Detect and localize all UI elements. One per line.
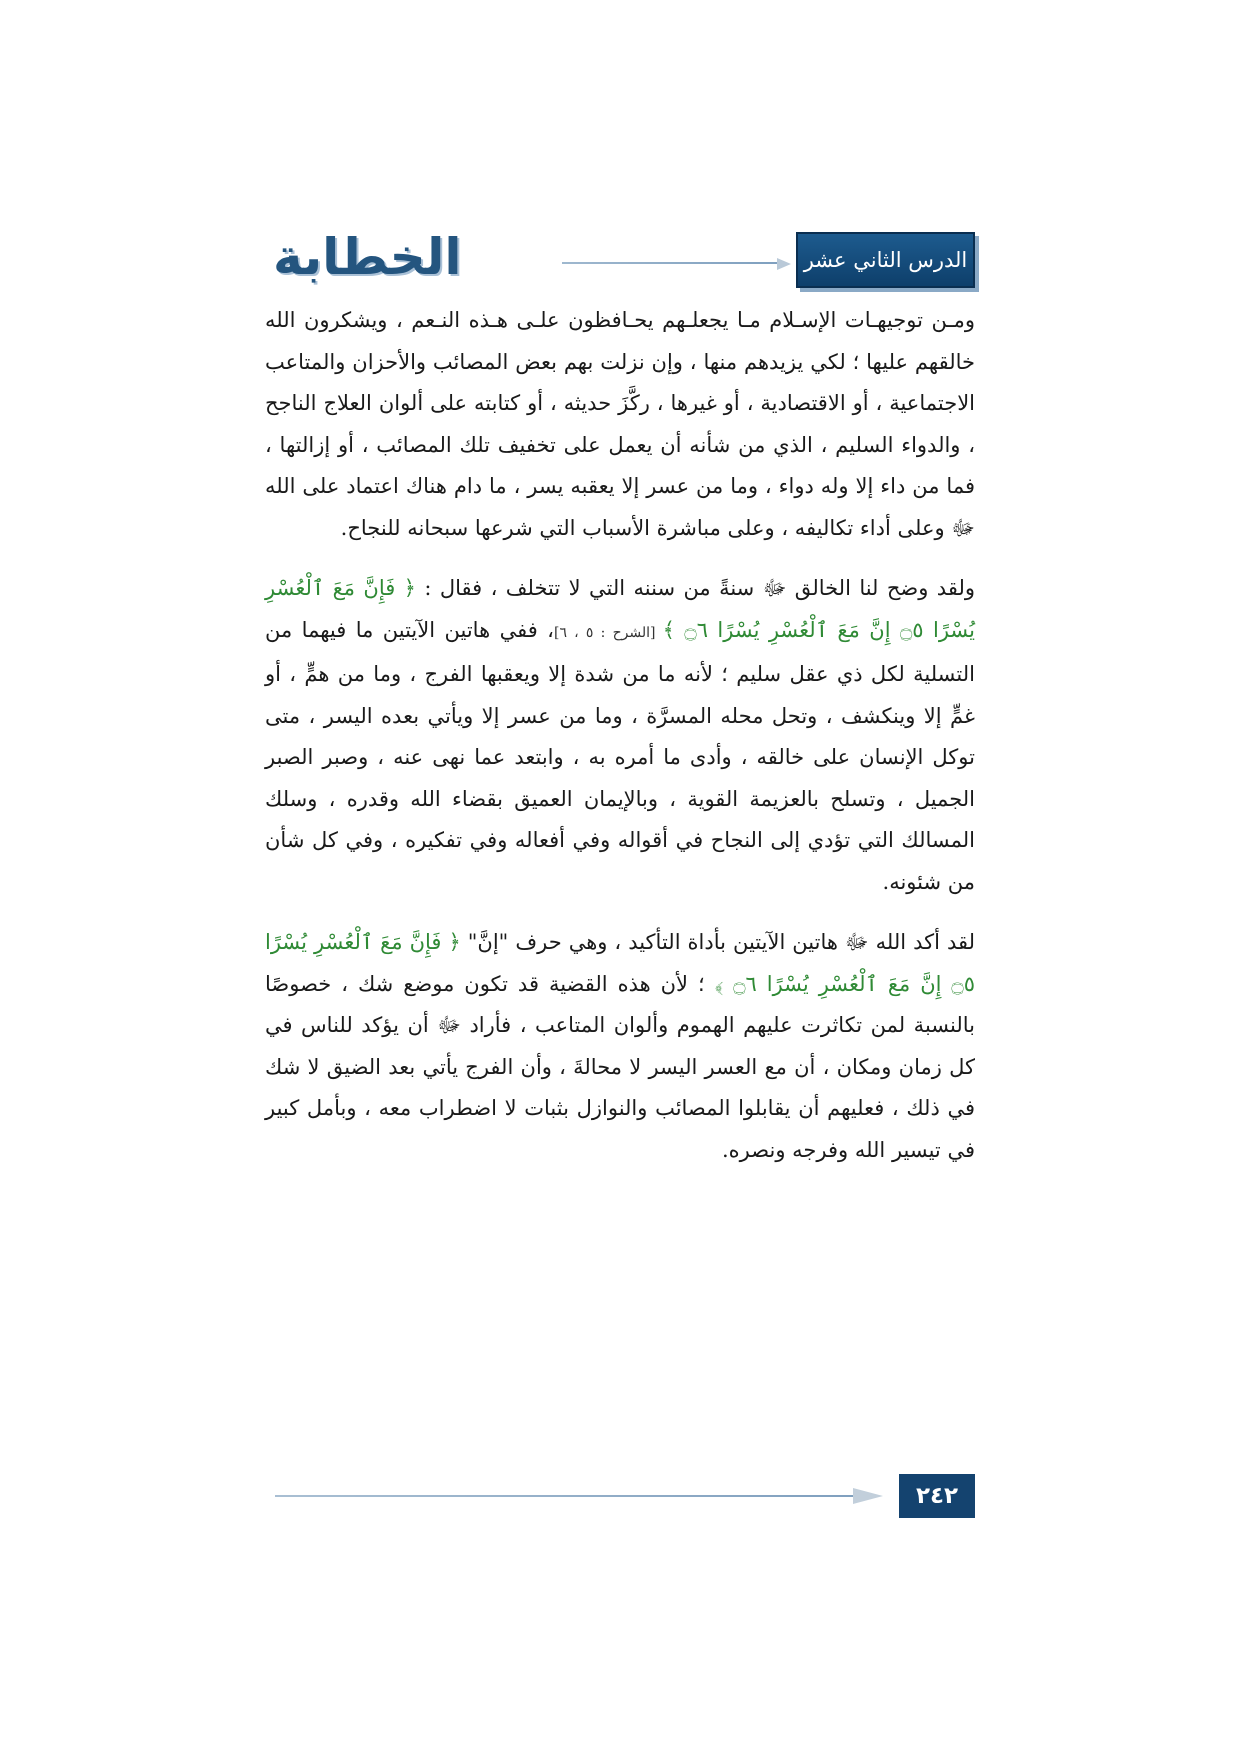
quran-verse: ﴿ فَإِنَّ مَعَ ٱلْعُسْرِ يُسْرًا ۝٥ إِنَّ مَعَ ٱلْعُسْرِ يُسْرًا ۝٦ ﴾ <box>265 930 975 996</box>
page-footer <box>275 1474 975 1518</box>
paragraph-text: ومـن توجيهـات الإسـلام مـا يجعلـهم يحـافظون علـى هـذه النـعم ، ويشكرون الله خالقهم عليها ؛ لكي يزيدهم منها ، وإن نزلت بهم بعض المصائب والأحزان والمتاعب الاجتماعية ، أو الاقتصادية ، أو غيرها ، ركَّزَ حديثه ، أو كتابته على ألوان العلاج الناجح ، والدواء السليم ، الذي من شأنه أن يعمل على تخفيف تلك المصائب ، أو إزالتها ، فما من داء إلا وله دواء ، وما من عسر إلا يعقبه يسر ، ما دام هناك اعتماد على الله ﷻ وعلى أداء تكاليفه ، وعلى مباشرة الأسباب التي شرعها سبحانه للنجاح. <box>265 308 975 540</box>
footer-line-tip <box>853 1488 883 1504</box>
paragraph-text: لقد أكد الله ﷻ هاتين الآيتين بأداة التأكيد ، وهي حرف "إنَّ" <box>460 930 975 954</box>
paragraph-2 <box>265 568 975 903</box>
lesson-badge: الدرس الثاني عشر <box>796 232 975 288</box>
footer-divider <box>275 1495 865 1497</box>
paragraph-3 <box>265 922 975 1171</box>
section-title: الخطابة <box>273 228 462 286</box>
paragraph-text: ، ففي هاتين الآيتين ما فيهما من التسلية لكل ذي عقل سليم ؛ لأنه ما من شدة إلا ويعقبها الفرج ، وما من همٍّ ، أو غمٍّ إلا وينكشف ، وتحل محله المسرَّة ، وما من عسر إلا ويأتي بعده اليسر ، متى توكل الإنسان على خالقه ، وأدى ما أمره به ، وابتعد عما نهى عنه ، وصبر الصبر الجميل ، وتسلح بالعزيمة القوية ، وبالإيمان العميق بقضاء الله وقدره ، وسلك المسالك التي تؤدي إلى النجاح في أقواله وفي أفعاله وفي تفكيره ، وفي كل شأن من شئونه. <box>265 617 975 894</box>
paragraph-text: ؛ لأن هذه القضية قد تكون موضع شك ، خصوصًا بالنسبة لمن تكاثرت عليهم الهموم وألوان المتاعب ، فأراد ﷻ أن يؤكد للناس في كل زمان ومكان ، أن مع العسر اليسر لا محالةَ ، وأن الفرج يأتي بعد الضيق لا شك في ذلك ، فعليهم أن يقابلوا المصائب والنوازل بثبات لا اضطراب معه ، وبأمل كبير في تيسير الله وفرجه ونصره. <box>265 971 975 1162</box>
header-divider <box>562 262 777 264</box>
header-line-tip <box>777 258 791 270</box>
verse-reference: [الشرح : ٥ ، ٦] <box>553 624 663 641</box>
page-header <box>265 228 975 292</box>
quran-verse: ﴿ فَإِنَّ مَعَ ٱلْعُسْرِ يُسْرًا ۝٥ إِنَّ مَعَ ٱلْعُسْرِ يُسْرًا ۝٦ ﴾ <box>265 576 976 642</box>
paragraph-1 <box>265 300 975 549</box>
body-text <box>265 300 975 1190</box>
paragraph-text: ولقد وضح لنا الخالق ﷻ سنةً من سننه التي لا تتخلف ، فقال : <box>415 576 975 600</box>
page-number: ٢٤٢ <box>899 1474 975 1518</box>
